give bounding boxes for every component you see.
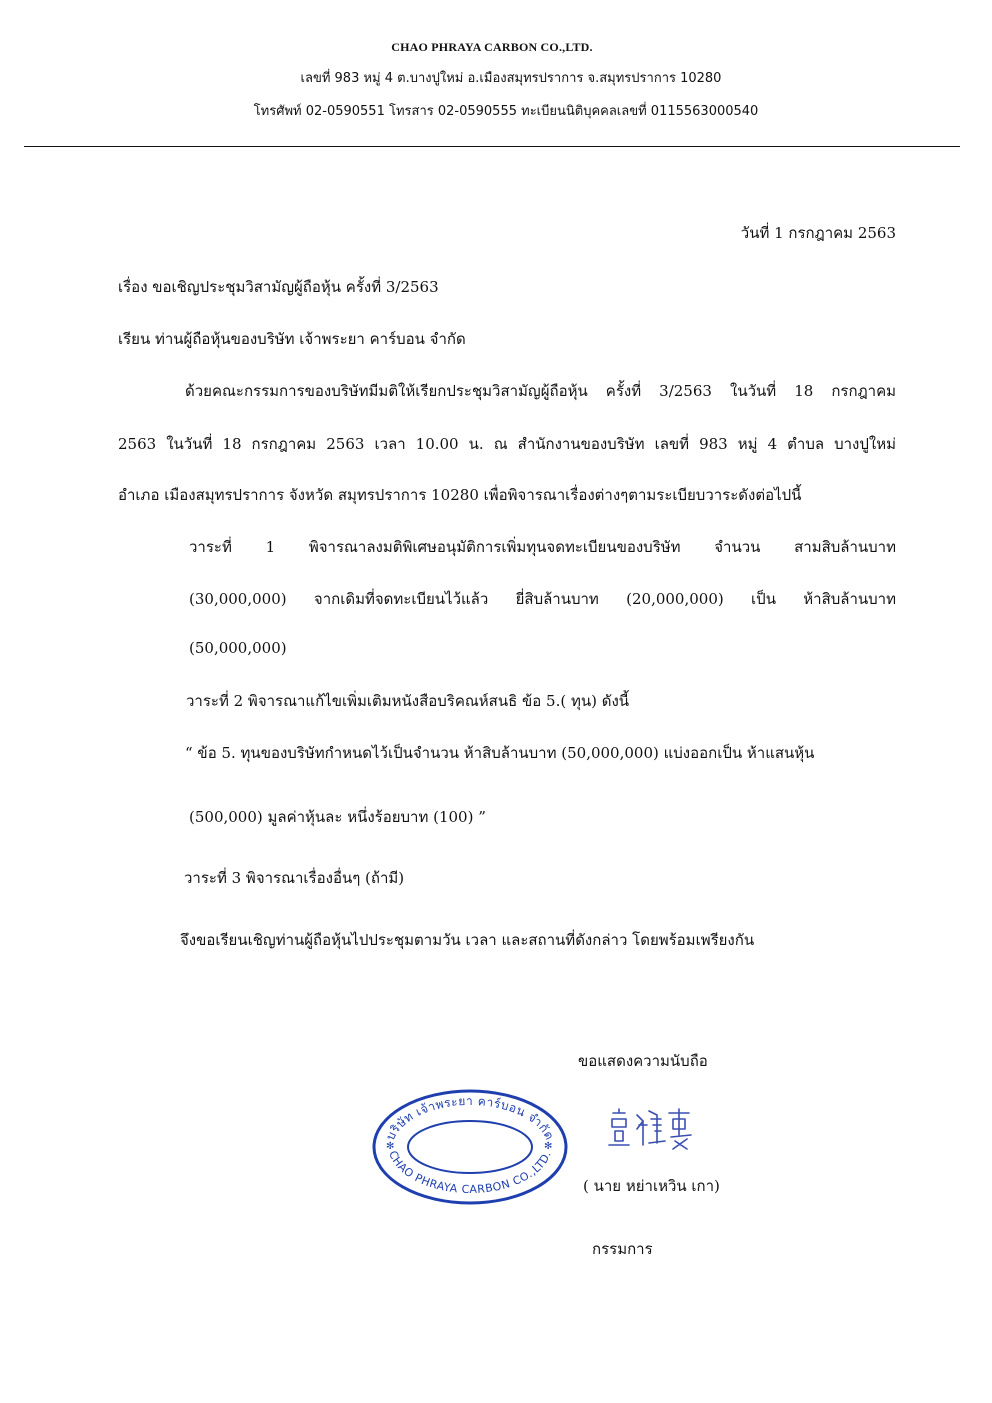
agenda-1-line-3: (50,000,000) — [189, 639, 287, 657]
company-contact: โทรศัพท์ 02-0590551 โทรสาร 02-0590555 ทะเบียนนิติบุคคลเลขที่ 0115563000540 — [253, 104, 759, 119]
signoff-regards: ขอแสดงความนับถือ — [578, 1052, 708, 1070]
closing-paragraph: จึงขอเรียนเชิญท่านผู้ถือหุ้นไปประชุมตามวัน เวลา และสถานที่ดังกล่าว โดยพร้อมเพรียงกัน — [180, 931, 755, 949]
signer-position: กรรมการ — [592, 1240, 653, 1258]
svg-text:บริษัท เจ้าพระยา คาร์บอน จำกัด: บริษัท เจ้าพระยา คาร์บอน จำกัด — [383, 1093, 557, 1143]
handwritten-signature — [603, 1105, 695, 1151]
company-name: CHAO PHRAYA CARBON CO.,LTD. — [391, 40, 593, 54]
agenda-2-quote-line-2: (500,000) มูลค่าหุ้นละ หนึ่งร้อยบาท (100) ” — [189, 808, 486, 826]
agenda-2-quote-line-1: “ ข้อ 5. ทุนของบริษัทกำหนดไว้เป็นจำนวน ห้าสิบล้านบาท (50,000,000) แบ่งออกเป็น ห้าแสนหุ้น — [185, 744, 815, 762]
agenda-2: วาระที่ 2 พิจารณาแก้ไขเพิ่มเติมหนังสือบริคณห์สนธิ ข้อ 5.( ทุน) ดังนี้ — [186, 692, 630, 710]
svg-text:✻: ✻ — [544, 1141, 553, 1152]
agenda-1-line-2: (30,000,000) จากเดิมที่จดทะเบียนไว้แล้ว ยี่สิบล้านบาท (20,000,000) เป็น ห้าสิบล้านบาท — [189, 590, 896, 608]
body-line-2: 2563 ในวันที่ 18 กรกฎาคม 2563 เวลา 10.00 น. ณ สำนักงานของบริษัท เลขที่ 983 หมู่ 4 ตำบล บางปูใหม่ — [118, 435, 896, 453]
letter-recipient: เรียน ท่านผู้ถือหุ้นของบริษัท เจ้าพระยา คาร์บอน จำกัด — [118, 330, 466, 348]
company-address: เลขที่ 983 หมู่ 4 ต.บางปูใหม่ อ.เมืองสมุทรปราการ จ.สมุทรปราการ 10280 — [300, 71, 722, 86]
body-line-1: ด้วยคณะกรรมการของบริษัทมีมติให้เรียกประชุมวิสามัญผู้ถือหุ้น ครั้งที่ 3/2563 ในวันที่ 18 กรกฎาคม — [185, 382, 896, 400]
svg-text:✻: ✻ — [386, 1141, 395, 1152]
agenda-3: วาระที่ 3 พิจารณาเรื่องอื่นๆ (ถ้ามี) — [184, 869, 405, 887]
svg-text:CHAO PHRAYA CARBON CO.,LTD.: CHAO PHRAYA CARBON CO.,LTD. — [386, 1148, 554, 1197]
letter-date: วันที่ 1 กรกฎาคม 2563 — [740, 224, 896, 242]
company-stamp — [370, 1087, 570, 1207]
signer-name: ( นาย หย่าเหวิน เกา) — [583, 1177, 720, 1195]
agenda-1-line-1: วาระที่ 1 พิจารณาลงมติพิเศษอนุมัติการเพิ่มทุนจดทะเบียนของบริษัท จำนวน สามสิบล้านบาท — [189, 538, 896, 556]
letter-subject: เรื่อง ขอเชิญประชุมวิสามัญผู้ถือหุ้น ครั้งที่ 3/2563 — [118, 278, 439, 296]
header-divider — [24, 146, 960, 147]
body-line-3: อำเภอ เมืองสมุทรปราการ จังหวัด สมุทรปราการ 10280 เพื่อพิจารณาเรื่องต่างๆตามระเบียบวาระดังต่อไปนี้ — [118, 486, 802, 504]
